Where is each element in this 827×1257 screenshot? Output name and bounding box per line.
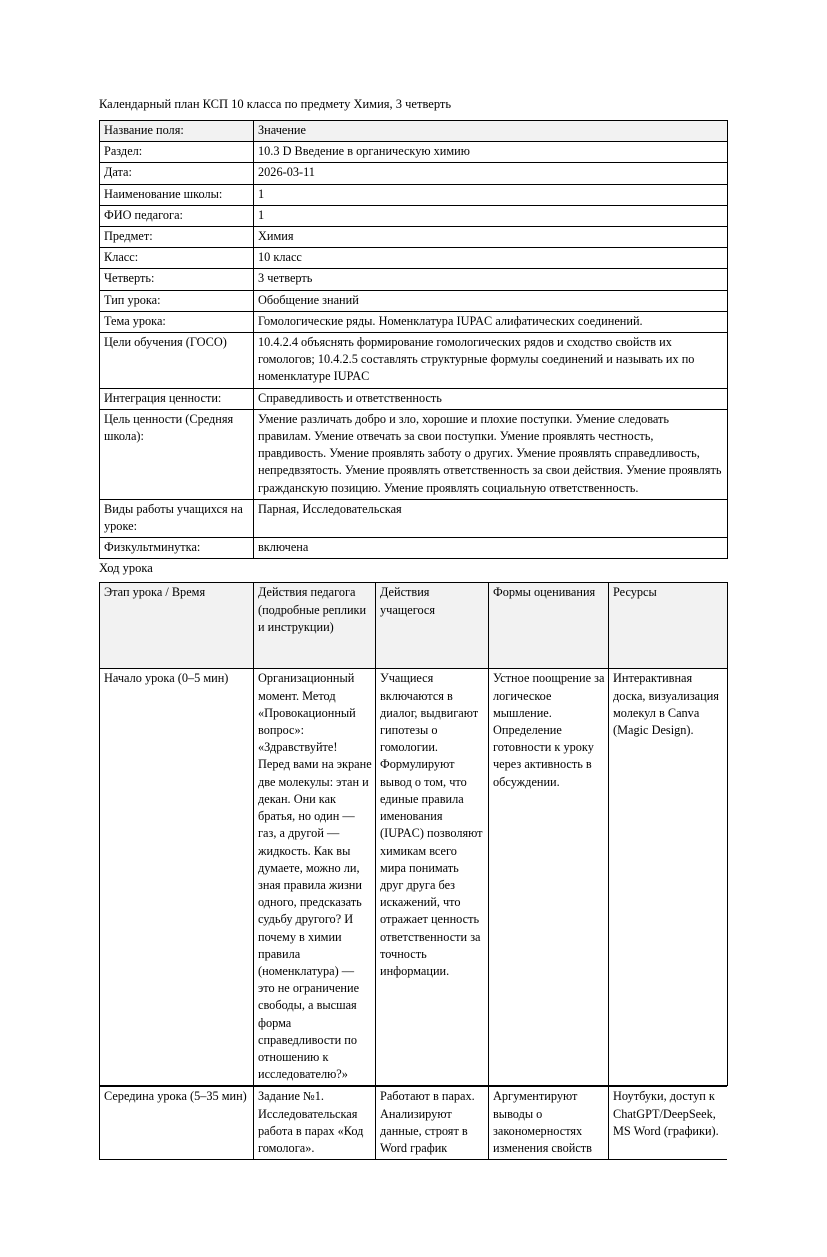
field-value: 1 [254,205,728,226]
stage-cell: Середина урока (5–35 мин) [100,1087,254,1160]
table-row [100,142,728,163]
table-row [100,311,728,332]
field-value: 1 [254,184,728,205]
field-value: Химия [254,227,728,248]
table-row [100,538,728,559]
resources-cell: Ноутбуки, доступ к ChatGPT/DeepSeek, MS Word (графики). [609,1087,728,1160]
table-row [100,1087,728,1160]
table-row [100,669,728,1086]
table-row [100,290,728,311]
field-label: Наименование школы: [100,184,254,205]
table-row [100,333,728,389]
field-value: 10 класс [254,248,728,269]
table-row [100,409,728,499]
table-header-row [100,121,728,142]
field-label: Класс: [100,248,254,269]
field-value: Парная, Исследовательская [254,499,728,537]
assessment-cell: Аргументируют выводы о закономерностях изменения свойств [489,1087,609,1160]
lesson-flow-table [99,582,728,1086]
field-label: Раздел: [100,142,254,163]
field-label: Дата: [100,163,254,184]
resources-cell: Интерактивная доска, визуализация молекул в Canva (Magic Design). [609,669,728,1086]
field-value: 3 четверть [254,269,728,290]
table-row [100,205,728,226]
field-value: 10.4.2.4 объяснять формирование гомологических рядов и сходство свойств их гомологов; 10.4.2.5 составлять структурные формулы соединений и называть их по номенклатуре IUPAC [254,333,728,389]
table-row [100,184,728,205]
field-label: Предмет: [100,227,254,248]
lesson-flow-table-continued [99,1086,727,1160]
table-row [100,499,728,537]
lesson-flow-continued [99,1086,727,1257]
assessment-cell: Устное поощрение за логическое мышление. Определение готовности к уроку через активность в обсуждении. [489,669,609,1086]
field-value: Умение различать добро и зло, хорошие и плохие поступки. Умение следовать правилам. Умение отвечать за свои поступки. Умение проявлять честность, правдивость. Умение проявлять заботу о других. Умение проявлять справедливость, непредвзятость. Умение проявлять ответственность за свои действия. Умение проявлять гражданскую позицию. Умение проявлять социальную ответственность. [254,409,728,499]
lesson-meta-table [99,120,728,559]
table-header-row [100,583,728,669]
table-row [100,248,728,269]
field-value: 10.3 D Введение в органическую химию [254,142,728,163]
field-value: Гомологические ряды. Номенклатура IUPAC алифатических соединений. [254,311,728,332]
header-resources: Ресурсы [609,583,728,669]
header-field-value: Значение [254,121,728,142]
field-value: Справедливость и ответственность [254,388,728,409]
table-row [100,388,728,409]
field-label: Физкультминутка: [100,538,254,559]
teacher-actions-cell: Организационный момент. Метод «Провокационный вопрос»: «Здравствуйте! Перед вами на экране две молекулы: этан и декан. Они как братья, но один — газ, а другой — жидкость. Как вы думаете, можно ли, зная правила жизни одного, предсказать судьбу другого? И почему в химии правила (номенклатура) — это не ограничение свободы, а высшая форма справедливости по отношению к исследователю?» [254,669,376,1086]
header-teacher-actions: Действия педагога (подробные реплики и инструкции) [254,583,376,669]
header-stage: Этап урока / Время [100,583,254,669]
field-label: Цель ценности (Средняя школа): [100,409,254,499]
lesson-flow-label: Ход урока [99,561,153,576]
student-actions-cell: Работают в парах. Анализируют данные, строят в Word график [376,1087,489,1160]
field-label: Тип урока: [100,290,254,311]
field-label: Интеграция ценности: [100,388,254,409]
teacher-actions-cell: Задание №1. Исследовательская работа в парах «Код гомолога». [254,1087,376,1160]
field-label: Виды работы учащихся на уроке: [100,499,254,537]
field-value: включена [254,538,728,559]
table-row [100,163,728,184]
field-label: ФИО педагога: [100,205,254,226]
header-student-actions: Действия учащегося [376,583,489,669]
field-value: 2026-03-11 [254,163,728,184]
field-label: Тема урока: [100,311,254,332]
page-title: Календарный план КСП 10 класса по предмету Химия, 3 четверть [99,97,452,111]
field-value: Обобщение знаний [254,290,728,311]
header-field-name: Название поля: [100,121,254,142]
table-row [100,227,728,248]
table-row [100,269,728,290]
stage-cell: Начало урока (0–5 мин) [100,669,254,1086]
field-label: Цели обучения (ГОСО) [100,333,254,389]
student-actions-cell: Учащиеся включаются в диалог, выдвигают гипотезы о гомологии. Формулируют вывод о том, что единые правила именования (IUPAC) позволяют химикам всего мира понимать друг друга без искажений, что отражает ценность ответственности за точность информации. [376,669,489,1086]
field-label: Четверть: [100,269,254,290]
header-assessment-forms: Формы оценивания [489,583,609,669]
